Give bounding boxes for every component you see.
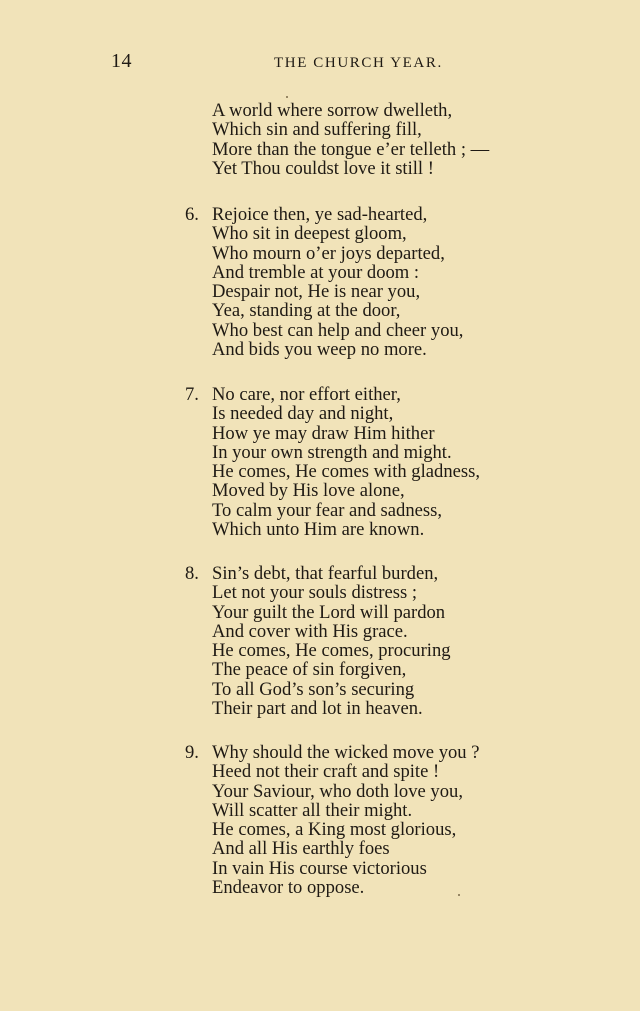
- verse-line: In vain His course victorious: [212, 857, 427, 879]
- verse-line: Why should the wicked move you ?: [212, 742, 480, 763]
- verse-line: And tremble at your doom :: [212, 261, 420, 283]
- verse-line: Will scatter all their might.: [212, 799, 413, 821]
- stanza-continued: [185, 101, 489, 178]
- verse-line: In your own strength and might.: [212, 441, 452, 463]
- verse-line: Endeavor to oppose.: [212, 877, 365, 899]
- verse-line: Your guilt the Lord will pardon: [212, 601, 446, 623]
- stanza-lines: [212, 385, 480, 539]
- verse-line: Yea, standing at the door,: [212, 300, 401, 322]
- verse-line: Moved by His love alone,: [212, 480, 405, 502]
- verse-line: And cover with His grace.: [212, 620, 408, 642]
- stanza-7: [185, 385, 480, 539]
- verse-line: Let not your souls distress ;: [212, 582, 418, 604]
- verse-line: To all God’s son’s securing: [212, 678, 415, 700]
- verse-line: Yet Thou couldst love it still !: [212, 157, 434, 179]
- verse-line: To calm your fear and sadness,: [212, 499, 443, 521]
- verse-line: Heed not their craft and spite !: [212, 761, 440, 783]
- verse-line: Which sin and suffering fill,: [212, 119, 422, 141]
- verse-line: And bids you weep no more.: [212, 339, 427, 361]
- running-title: THE CHURCH YEAR.: [274, 55, 443, 71]
- page-number: 14: [111, 50, 132, 72]
- verse-line: Sin’s debt, that fearful burden,: [212, 563, 439, 584]
- verse-line: Rejoice then, ye sad-hearted,: [212, 204, 428, 225]
- verse-line: Who sit in deepest gloom,: [212, 223, 407, 245]
- verse-line: Your Saviour, who doth love you,: [212, 780, 463, 802]
- stanza-number: 7.: [185, 384, 199, 405]
- verse-line: And all His earthly foes: [212, 838, 390, 860]
- print-speck: [458, 894, 460, 896]
- verse-line: Despair not, He is near you,: [212, 281, 421, 303]
- verse-line: No care, nor effort either,: [212, 384, 401, 405]
- stanza-9: [185, 743, 480, 897]
- verse-line: He comes, He comes, procuring: [212, 640, 451, 662]
- verse-line: A world where sorrow dwelleth,: [212, 100, 453, 121]
- verse-line: Who mourn o’er joys departed,: [212, 242, 445, 264]
- verse-line: He comes, a King most glorious,: [212, 819, 457, 841]
- verse-line: Who best can help and cheer you,: [212, 319, 464, 341]
- stanza-number: 8.: [185, 563, 199, 584]
- stanza-lines: [212, 743, 480, 897]
- stanza-number: 6.: [185, 204, 199, 225]
- verse-line: Which unto Him are known.: [212, 519, 425, 541]
- print-speck: [286, 96, 288, 98]
- verse-line: He comes, He comes with gladness,: [212, 461, 480, 483]
- stanza-lines: [212, 205, 463, 359]
- stanza-8: [185, 564, 451, 718]
- stanza-6: [185, 205, 463, 359]
- stanza-lines: [212, 564, 451, 718]
- verse-line: How ye may draw Him hither: [212, 422, 435, 444]
- verse-line: The peace of sin forgiven,: [212, 659, 407, 681]
- stanza-number: 9.: [185, 742, 199, 763]
- stanza-lines: [212, 101, 489, 178]
- verse-line: Their part and lot in heaven.: [212, 698, 423, 720]
- verse-line: Is needed day and night,: [212, 403, 394, 425]
- verse-line: More than the tongue e’er telleth ; —: [212, 138, 490, 160]
